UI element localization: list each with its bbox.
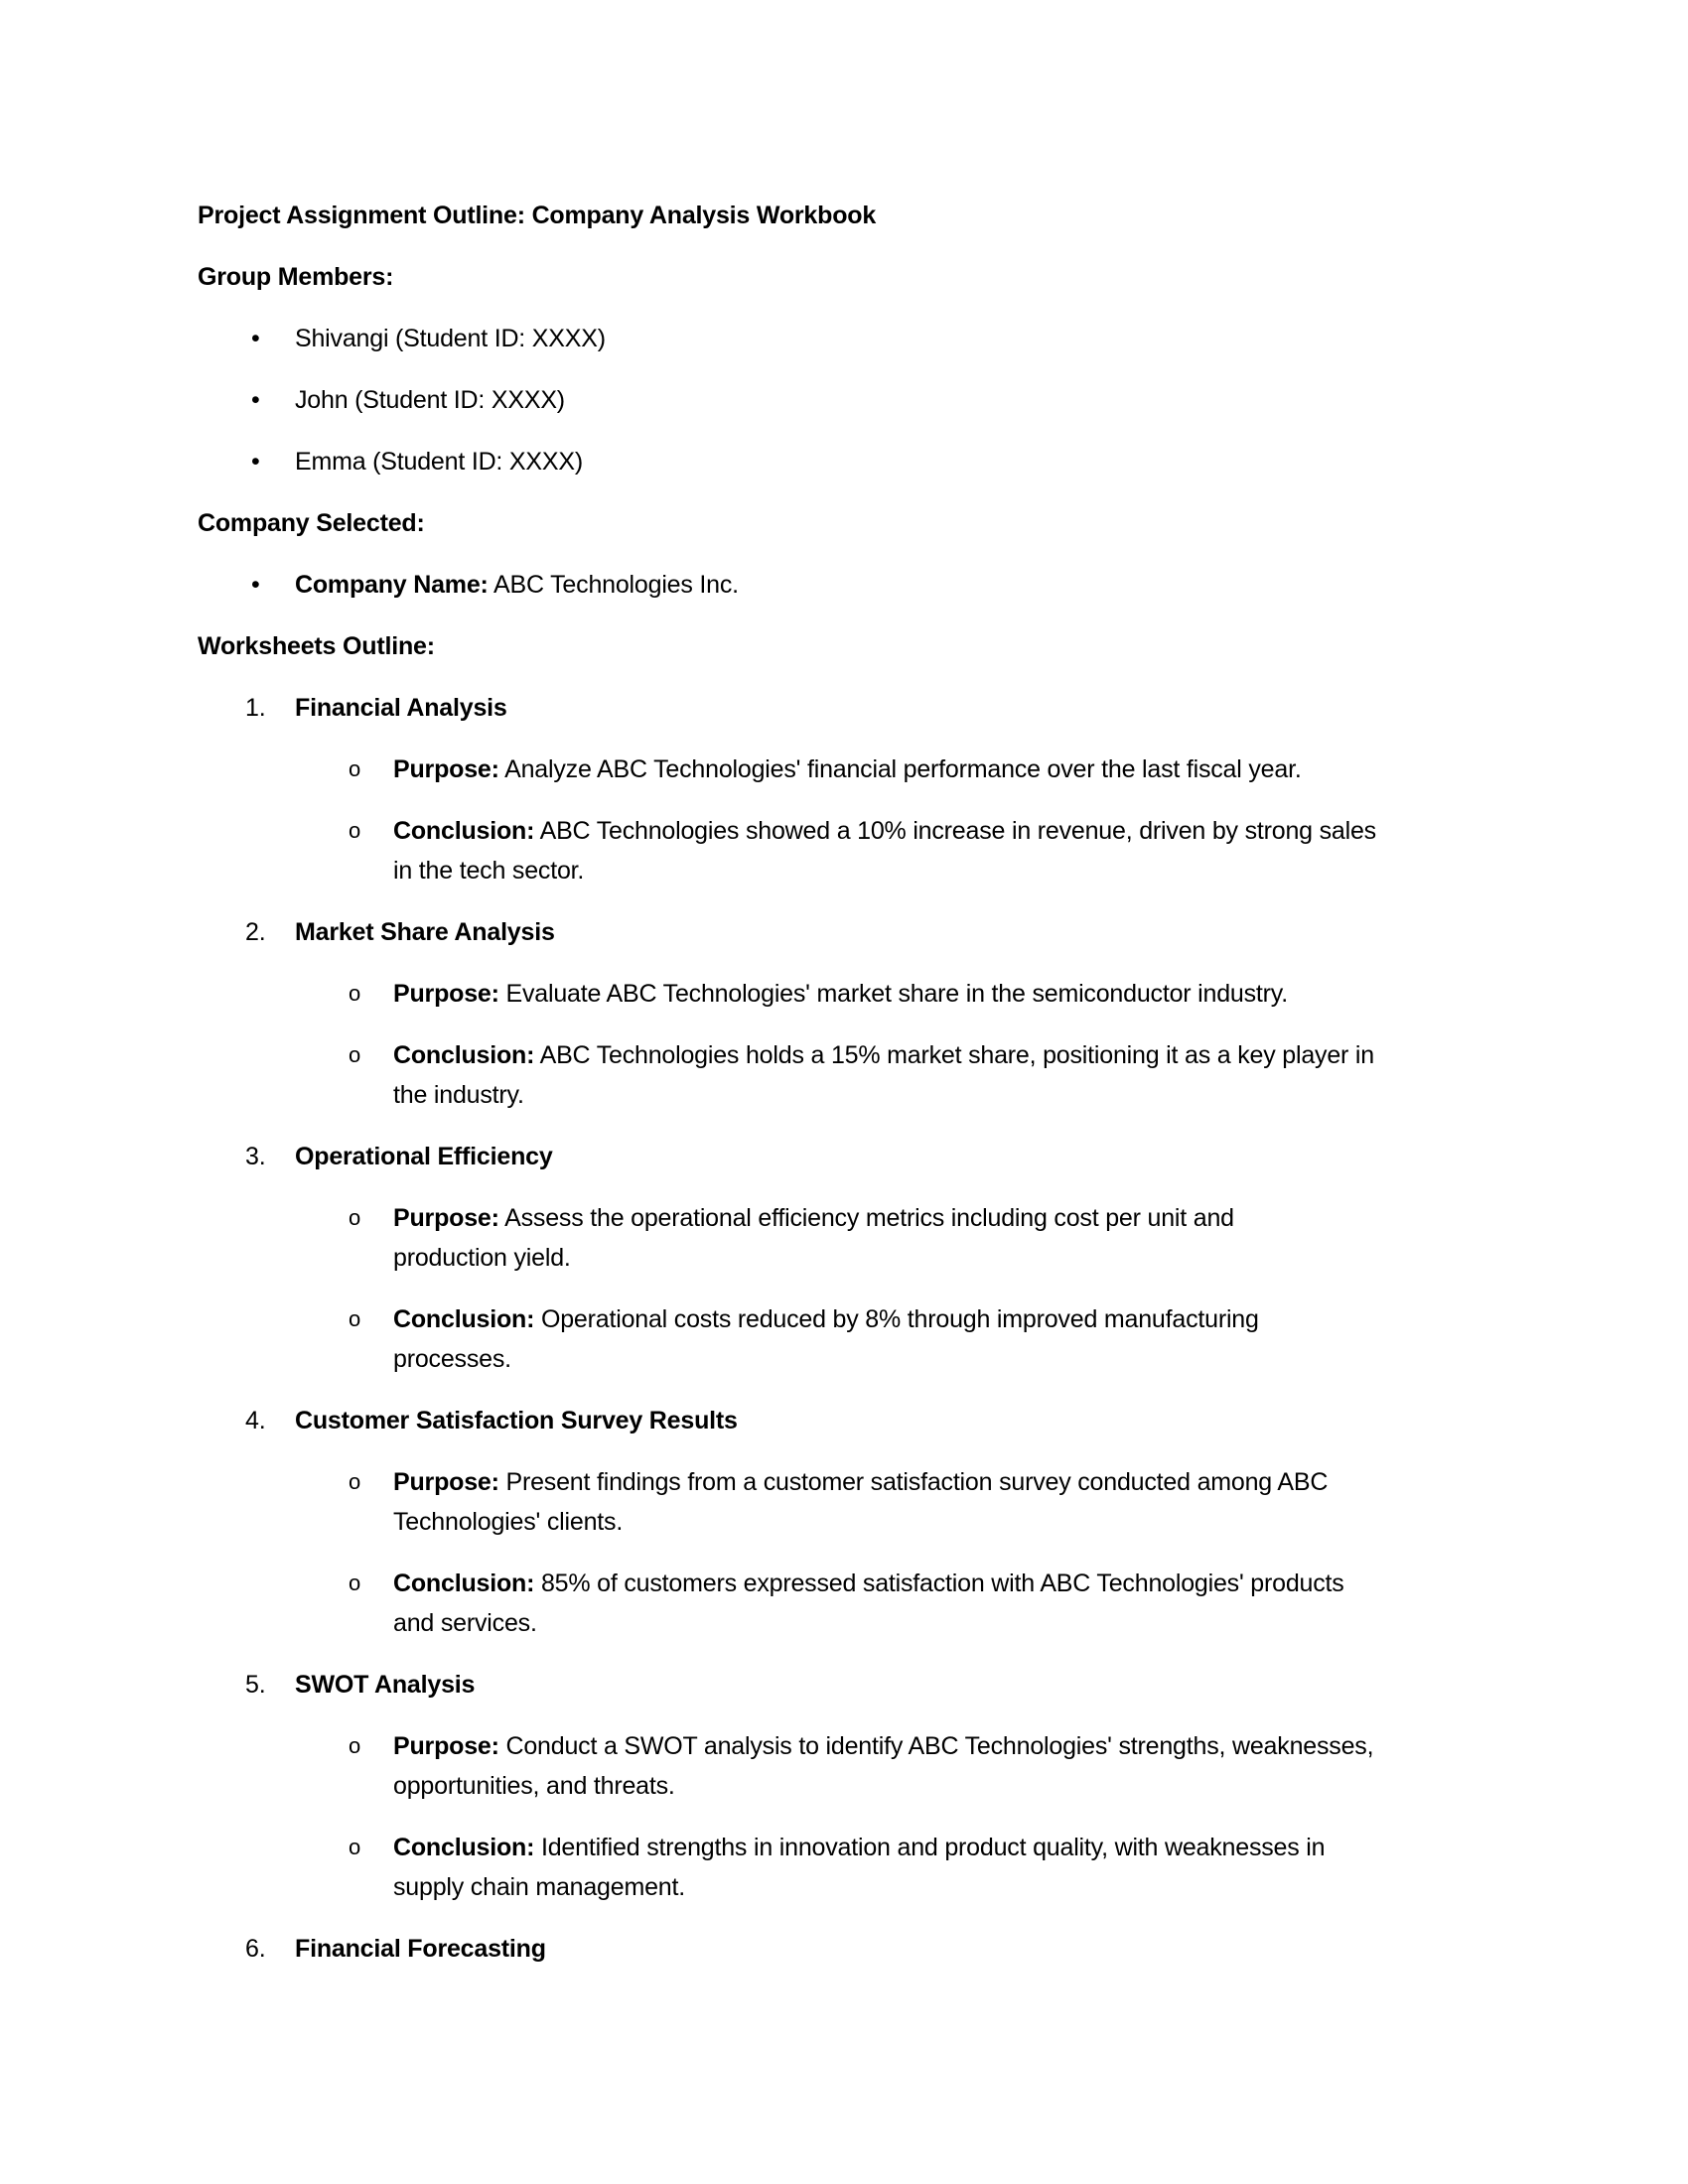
worksheet-title: Financial Forecasting (295, 1935, 546, 1963)
circle-bullet-icon: o (349, 1306, 361, 1331)
member-item (198, 319, 1376, 358)
worksheets-list (198, 688, 1376, 1969)
circle-bullet-icon: o (349, 1469, 361, 1494)
conclusion-text: Identified strengths in innovation and product quality, with weaknesses in supply chain management. (393, 1834, 1326, 1901)
conclusion-text: ABC Technologies holds a 15% market share, positioning it as a key player in the industry. (393, 1041, 1374, 1109)
conclusion-label: Conclusion: (393, 1570, 535, 1597)
conclusion-label: Conclusion: (393, 1834, 535, 1861)
company-value: ABC Technologies Inc. (488, 571, 739, 599)
worksheet-item (198, 1665, 1376, 1705)
worksheet-conclusion (198, 811, 1376, 890)
bullet-icon: • (251, 386, 260, 414)
list-number: 1. (245, 694, 266, 722)
member-text: John (Student ID: XXXX) (295, 386, 565, 414)
circle-bullet-icon: o (349, 1042, 361, 1067)
worksheet-item (198, 688, 1376, 728)
purpose-text: Analyze ABC Technologies' financial performance over the last fiscal year. (498, 755, 1302, 783)
worksheet-title: Market Share Analysis (295, 918, 555, 946)
purpose-text: Evaluate ABC Technologies' market share in the semiconductor industry. (498, 980, 1288, 1008)
company-label: Company Name: (295, 571, 489, 599)
worksheet-item (198, 1401, 1376, 1440)
worksheet-item (198, 912, 1376, 952)
purpose-label: Purpose: (393, 1204, 499, 1232)
worksheet-conclusion (198, 1299, 1376, 1379)
company-item (198, 565, 1376, 605)
document-page (198, 196, 1376, 1990)
worksheet-title: Financial Analysis (295, 694, 507, 722)
purpose-label: Purpose: (393, 980, 499, 1008)
heading-text: Company Selected: (198, 509, 425, 537)
purpose-label: Purpose: (393, 755, 499, 783)
circle-bullet-icon: o (349, 756, 361, 781)
circle-bullet-icon: o (349, 818, 361, 843)
worksheet-conclusion (198, 1035, 1376, 1115)
purpose-text: Assess the operational efficiency metrics including cost per unit and production yield. (393, 1204, 1234, 1272)
list-number: 4. (245, 1407, 266, 1434)
bullet-icon: • (251, 448, 260, 476)
purpose-text: Present findings from a customer satisfaction survey conducted among ABC Technologies' clients. (393, 1468, 1329, 1536)
worksheet-conclusion (198, 1828, 1376, 1907)
circle-bullet-icon: o (349, 1205, 361, 1230)
worksheet-item (198, 1137, 1376, 1176)
conclusion-label: Conclusion: (393, 1305, 535, 1333)
list-number: 5. (245, 1671, 266, 1699)
purpose-text: Conduct a SWOT analysis to identify ABC Technologies' strengths, weaknesses, opportunities, and threats. (393, 1732, 1374, 1800)
company-heading (198, 503, 1376, 543)
list-number: 2. (245, 918, 266, 946)
conclusion-text: ABC Technologies showed a 10% increase in revenue, driven by strong sales in the tech sector. (393, 817, 1376, 885)
conclusion-label: Conclusion: (393, 1041, 535, 1069)
member-text: Shivangi (Student ID: XXXX) (295, 325, 606, 352)
bullet-icon: • (251, 325, 260, 352)
bullet-icon: • (251, 571, 260, 599)
worksheet-purpose (198, 1198, 1376, 1278)
purpose-label: Purpose: (393, 1468, 499, 1496)
conclusion-text: 85% of customers expressed satisfaction with ABC Technologies' products and services. (393, 1570, 1344, 1637)
conclusion-label: Conclusion: (393, 817, 535, 845)
worksheet-purpose (198, 750, 1376, 789)
worksheet-purpose (198, 1462, 1376, 1542)
worksheet-title: SWOT Analysis (295, 1671, 476, 1699)
purpose-label: Purpose: (393, 1732, 499, 1760)
circle-bullet-icon: o (349, 1570, 361, 1595)
worksheet-title: Operational Efficiency (295, 1143, 553, 1170)
worksheet-purpose (198, 974, 1376, 1014)
worksheets-heading (198, 626, 1376, 666)
worksheet-item (198, 1929, 1376, 1969)
circle-bullet-icon: o (349, 981, 361, 1006)
circle-bullet-icon: o (349, 1835, 361, 1859)
member-item (198, 380, 1376, 420)
list-number: 6. (245, 1935, 266, 1963)
heading-text: Group Members: (198, 263, 394, 291)
member-item (198, 442, 1376, 481)
worksheet-conclusion (198, 1564, 1376, 1643)
worksheet-title: Customer Satisfaction Survey Results (295, 1407, 738, 1434)
conclusion-text: Operational costs reduced by 8% through improved manufacturing processes. (393, 1305, 1259, 1373)
title-text: Project Assignment Outline: Company Analysis Workbook (198, 202, 877, 229)
heading-text: Worksheets Outline: (198, 632, 435, 660)
group-members-heading (198, 257, 1376, 297)
circle-bullet-icon: o (349, 1733, 361, 1758)
list-number: 3. (245, 1143, 266, 1170)
document-title (198, 196, 1376, 235)
member-text: Emma (Student ID: XXXX) (295, 448, 583, 476)
worksheet-purpose (198, 1726, 1376, 1806)
